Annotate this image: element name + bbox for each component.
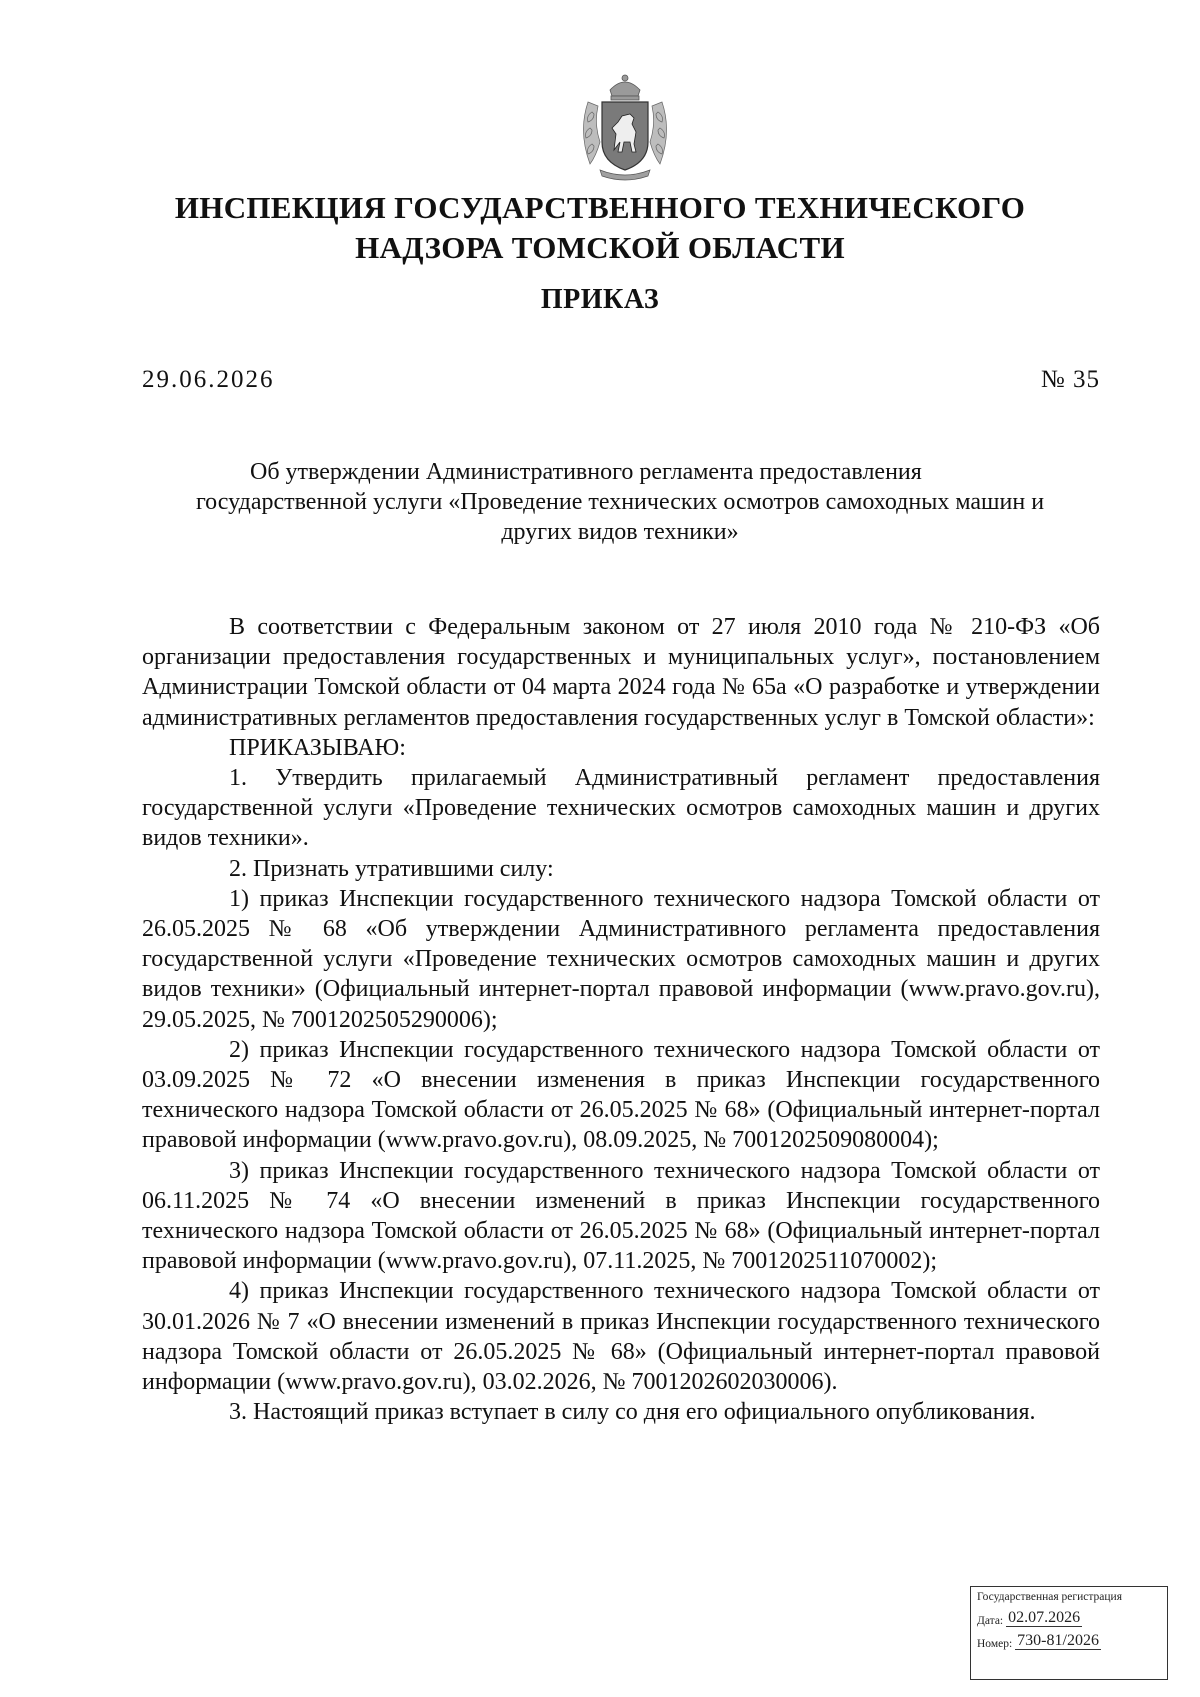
order-subject: [140, 457, 1100, 547]
document-type-heading: ПРИКАЗ: [540, 284, 660, 315]
subject-line-1: Об утверждении Административного регламента предоставления: [250, 459, 922, 485]
item-1-paragraph: 1. Утвердить прилагаемый Административный регламент предоставления государственной услуги «Проведение технических осмотров самоходных машин и других видов техники».: [142, 765, 1100, 852]
item-2-4-paragraph: 4) приказ Инспекции государственного технического надзора Томской области от 30.01.2026 № 7 «О внесении изменений в приказ Инспекции государственного технического надзора Томской области от 26.05.2025 № 68» (Официальный интернет-портал правовой информации (www.pravo.gov.ru), 03.02.2026, № 7001202602030006).: [142, 1278, 1100, 1396]
registration-number-value: 730-81/2026: [1017, 1632, 1099, 1649]
registration-number-row: [977, 1632, 1161, 1650]
subject-line-2: государственной услуги «Проведение технических осмотров самоходных машин и: [195, 489, 1045, 515]
registration-number-label: Номер:: [977, 1638, 1013, 1650]
registration-stamp-title: Государственная регистрация: [977, 1591, 1122, 1603]
item-2-1-paragraph: 1) приказ Инспекции государственного технического надзора Томской области от 26.05.2025 № 68 «Об утверждении Административного регламента предоставления государственной услуги «Проведение технических осмотров самоходных машин и других видов техники» (Официальный интернет-портал правовой информации (www.pravo.gov.ru), 29.05.2025, № 7001202505290006);: [142, 885, 1100, 1033]
item-2-paragraph: 2. Признать утратившими силу:: [229, 855, 554, 882]
item-2-2-paragraph: 2) приказ Инспекции государственного технического надзора Томской области от 03.09.2025 № 72 «О внесении изменения в приказ Инспекции государственного технического надзора Томской области от 26.05.2025 № 68» (Официальный интернет-портал правовой информации (www.pravo.gov.ru), 08.09.2025, № 7001202509080004);: [142, 1036, 1100, 1154]
order-body: [142, 612, 1100, 1427]
organization-title: [120, 188, 1080, 268]
tomsk-oblast-coat-of-arms-icon: [570, 72, 680, 182]
org-title-line-1: ИНСПЕКЦИЯ ГОСУДАРСТВЕННОГО ТЕХНИЧЕСКОГО: [174, 190, 1026, 225]
preamble-paragraph: В соответствии с Федеральным законом от 27 июля 2010 года № 210-ФЗ «Об организации предоставления государственных и муниципальных услуг», постановлением Администрации Томской области от 04 марта 2024 года № 65а «О разработке и утверждении административных регламентов предоставления государственных услуг в Томской области»:: [142, 614, 1100, 731]
subject-line-3: других видов техники»: [501, 519, 739, 545]
org-title-line-2: НАДЗОРА ТОМСКОЙ ОБЛАСТИ: [355, 230, 845, 265]
order-word: ПРИКАЗЫВАЮ:: [229, 734, 406, 761]
item-2-3-paragraph: 3) приказ Инспекции государственного технического надзора Томской области от 06.11.2025 № 74 «О внесении изменений в приказ Инспекции государственного технического надзора Томской области от 26.05.2025 № 68» (Официальный интернет-портал правовой информации (www.pravo.gov.ru), 07.11.2025, № 7001202511070002);: [142, 1157, 1100, 1275]
item-3-paragraph: 3. Настоящий приказ вступает в силу со дня его официального опубликования.: [229, 1399, 1036, 1426]
order-date: 29.06.2026: [142, 366, 275, 393]
registration-date-label: Дата:: [977, 1615, 1004, 1627]
registration-date-row: [977, 1609, 1161, 1627]
order-number: № 35: [1040, 366, 1100, 393]
registration-date-value: 02.07.2026: [1008, 1609, 1081, 1626]
registration-stamp: [970, 1586, 1168, 1680]
